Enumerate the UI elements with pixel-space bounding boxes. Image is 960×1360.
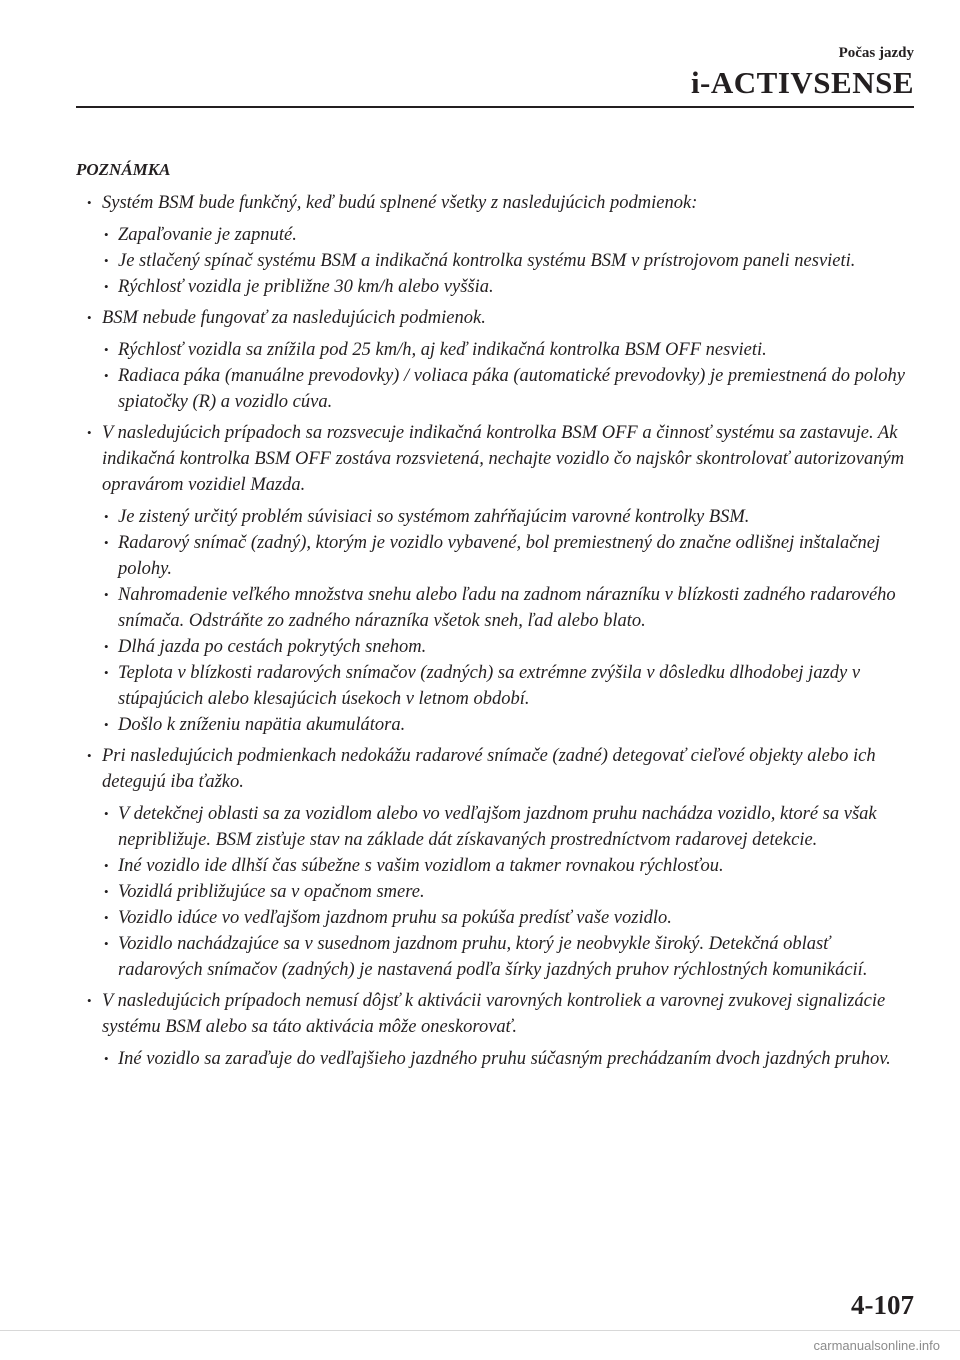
note-item xyxy=(76,420,916,738)
note-subitem: • Iné vozidlo sa zaraďuje do vedľajšieho jazdného pruhu súčasným prechádzaním dvoch jazdných pruhov. xyxy=(102,1046,916,1072)
chapter-title: i-ACTIVSENSE xyxy=(690,65,914,100)
note-subitem: • Iné vozidlo ide dlhší čas súbežne s vašim vozidlom a takmer rovnakou rýchlosťou. xyxy=(102,853,916,879)
note-subitem: • Radarový snímač (zadný), ktorým je vozidlo vybavené, bol premiestnený do značne odlišnej inštalačnej polohy. xyxy=(102,530,916,582)
note-subitem: • Vozidlá približujúce sa v opačnom smere. xyxy=(102,879,916,905)
note-subitem: • Je stlačený spínač systému BSM a indikačná kontrolka systému BSM v prístrojovom paneli nesvieti. xyxy=(102,248,916,274)
page-number: 4-107 xyxy=(851,1290,914,1320)
note-item xyxy=(76,190,916,300)
note-item-text: V nasledujúcich prípadoch sa rozsvecuje indikačná kontrolka BSM OFF a činnosť systému sa zastavuje. Ak indikačná kontrolka BSM OFF zostáva rozsvietená, nechajte vozidlo čo najskôr skontrolovať autorizovaným opravárom vozidiel Mazda. xyxy=(102,423,905,495)
note-subitem: • Došlo k zníženiu napätia akumulátora. xyxy=(102,712,916,738)
note-subitem: • Nahromadenie veľkého množstva snehu alebo ľadu na zadnom nárazníku v blízkosti zadného radarového snímača. Odstráňte zo zadného nárazníka všetok sneh, ľad alebo blato. xyxy=(102,582,916,634)
note-sublist xyxy=(102,337,916,415)
note-sublist xyxy=(102,1046,916,1072)
note-item xyxy=(76,743,916,983)
section-label: Počas jazdy xyxy=(838,45,914,61)
note-item-text: Pri nasledujúcich podmienkach nedokážu radarové snímače (zadné) detegovať cieľové objekty alebo ich detegujú iba ťažko. xyxy=(102,746,876,792)
note-sublist xyxy=(102,504,916,738)
footer-divider xyxy=(0,1330,960,1331)
note-item xyxy=(76,988,916,1072)
note-subitem: • Vozidlo idúce vo vedľajšom jazdnom pruhu sa pokúša predísť vaše vozidlo. xyxy=(102,905,916,931)
watermark-link[interactable]: carmanualsonline.info xyxy=(813,1338,940,1353)
note-item-text: BSM nebude fungovať za nasledujúcich podmienok. xyxy=(102,308,486,328)
note-subitem: • Je zistený určitý problém súvisiaci so systémom zahŕňajúcim varovné kontrolky BSM. xyxy=(102,504,916,530)
note-box xyxy=(76,160,916,1077)
note-subitem: • Rýchlosť vozidla sa znížila pod 25 km/h, aj keď indikačná kontrolka BSM OFF nesvieti. xyxy=(102,337,916,363)
note-sublist xyxy=(102,801,916,983)
note-item-text: Systém BSM bude funkčný, keď budú splnené všetky z nasledujúcich podmienok: xyxy=(102,193,698,213)
note-subitem: • Dlhá jazda po cestách pokrytých snehom. xyxy=(102,634,916,660)
note-list xyxy=(76,190,916,1072)
note-subitem: • Vozidlo nachádzajúce sa v susednom jazdnom pruhu, ktorý je neobvykle široký. Detekčná oblasť radarových snímačov (zadných) je nastavená podľa šírky jazdných pruhov rýchlostných komunikácií. xyxy=(102,931,916,983)
note-subitem: • Radiaca páka (manuálne prevodovky) / voliaca páka (automatické prevodovky) je premiestnená do polohy spiatočky (R) a vozidlo cúva. xyxy=(102,363,916,415)
note-subitem: • Zapaľovanie je zapnuté. xyxy=(102,222,916,248)
page-header xyxy=(691,44,914,100)
header-divider xyxy=(76,106,914,108)
note-subitem: • V detekčnej oblasti sa za vozidlom alebo vo vedľajšom jazdnom pruhu nachádza vozidlo, ktoré sa však nepribližuje. BSM zisťuje stav na základe dát získavaných prostredníctvom radarovej detekcie. xyxy=(102,801,916,853)
note-item xyxy=(76,305,916,415)
note-subitem: • Rýchlosť vozidla je približne 30 km/h alebo vyššia. xyxy=(102,274,916,300)
note-sublist xyxy=(102,222,916,300)
note-title: POZNÁMKA xyxy=(76,160,171,179)
note-subitem: • Teplota v blízkosti radarových snímačov (zadných) sa extrémne zvýšila v dôsledku dlhodobej jazdy v stúpajúcich alebo klesajúcich úsekoch v letnom období. xyxy=(102,660,916,712)
note-item-text: V nasledujúcich prípadoch nemusí dôjsť k aktivácii varovných kontroliek a varovnej zvukovej signalizácie systému BSM alebo sa táto aktivácia môže oneskorovať. xyxy=(102,991,886,1037)
